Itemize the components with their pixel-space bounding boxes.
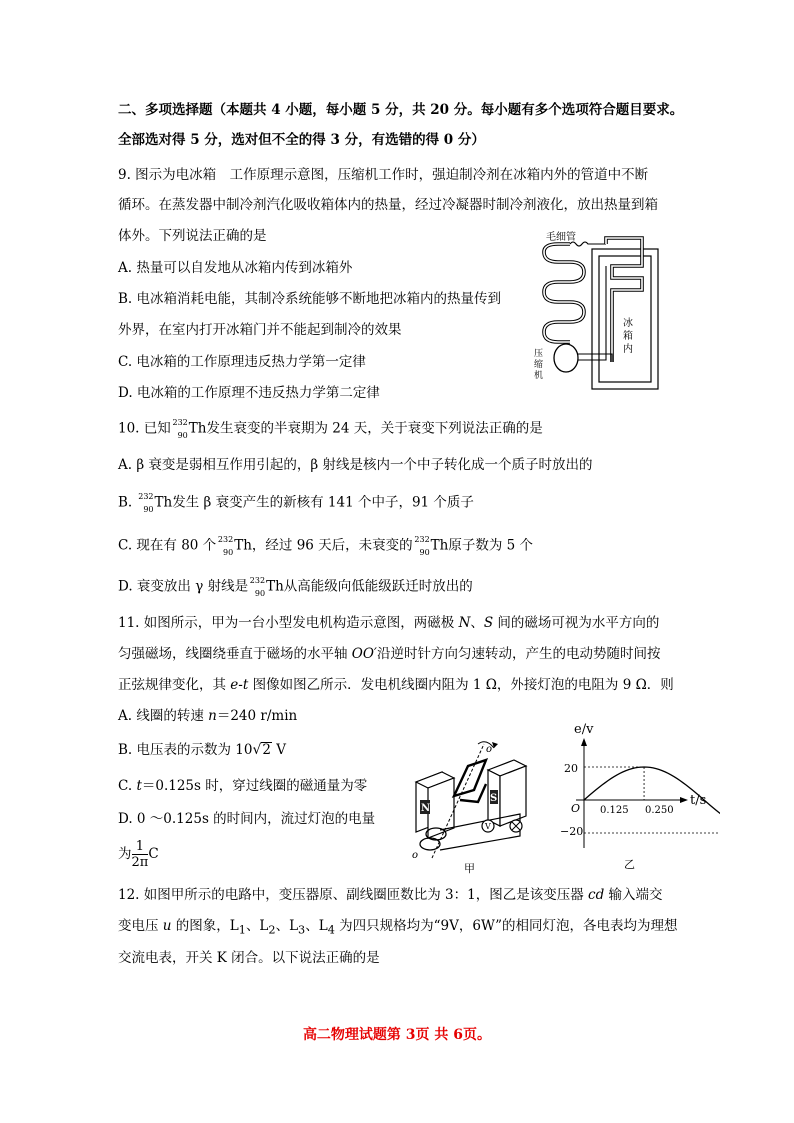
graph-origin: O bbox=[571, 802, 581, 815]
q11-text: 匀强磁场，线圈绕垂直于磁场的水平轴 bbox=[118, 646, 352, 662]
q11-text: 间的磁场可视为水平方向的 bbox=[493, 615, 660, 631]
q11-text: 11. 如图所示，甲为一台小型发电机构造示意图，两磁极 bbox=[118, 615, 459, 631]
section-title-line2: 全部选对得 5 分，选对但不全的得 3 分，有选错的得 0 分） bbox=[118, 132, 485, 148]
subscript-3: 3 bbox=[298, 923, 306, 937]
q10-stem bbox=[118, 418, 543, 440]
thorium-isotope bbox=[415, 535, 430, 557]
isotope-symbol: Th bbox=[188, 420, 207, 437]
q11-option-c-suffix: ＝0.125s 时，穿过线圈的磁通量为零 bbox=[141, 778, 368, 794]
q11-text: 、 bbox=[470, 615, 484, 631]
isotope-symbol: Th bbox=[234, 537, 252, 554]
graph-xtick-1: 0.125 bbox=[600, 805, 629, 816]
q9-stem-line3: 体外。下列说法正确的是 bbox=[118, 228, 267, 244]
graph-ylabel: e/v bbox=[574, 722, 594, 737]
q11-text: 沿逆时针方向匀速转动，产生的电动势随时间按 bbox=[377, 646, 661, 662]
q12-text: 输入端交 bbox=[604, 887, 663, 903]
thorium-isotope bbox=[173, 418, 188, 440]
q11-stem-line1 bbox=[118, 614, 659, 632]
q11-option-b bbox=[118, 741, 286, 759]
voltmeter-label: V bbox=[485, 822, 491, 831]
isotope-atomic-number: 90 bbox=[419, 548, 430, 557]
q12-text: 的图象，L bbox=[171, 918, 239, 934]
isotope-mass-number: 232 bbox=[172, 418, 188, 427]
q10-option-b bbox=[118, 492, 474, 514]
q10-option-c-prefix: C. 现在有 80 个 bbox=[118, 537, 217, 554]
var-u: u bbox=[162, 918, 172, 934]
subscript-4: 4 bbox=[327, 923, 335, 937]
q11-option-d-prefix: 为 bbox=[118, 846, 132, 862]
q11-option-a bbox=[118, 707, 297, 725]
q10-option-d-prefix: D. 衰变放出 γ 射线是 bbox=[118, 578, 249, 595]
q10-option-d-suffix: 从高能级向低能级跃迁时放出的 bbox=[283, 578, 473, 595]
q9-stem-line2: 循环。在蒸发器中制冷剂汽化吸收箱体内的热量，经过冷凝器时制冷剂液化，放出热量到箱 bbox=[118, 197, 658, 213]
q11-text: 图像如图乙所示．发电机线圈内阻为 1 Ω，外接灯泡的电阻为 9 Ω．则 bbox=[248, 677, 674, 693]
q10-option-d bbox=[118, 576, 473, 598]
section-title-line1: 二、多项选择题（本题共 4 小题，每小题 5 分，共 20 分。每小题有多个选项符合题目要求。 bbox=[118, 102, 684, 118]
graph-xtick-2: 0.250 bbox=[645, 805, 674, 816]
page-footer: 高二物理试题第 3页 共 6页。 bbox=[302, 1027, 492, 1043]
q11-stem-line2 bbox=[118, 645, 661, 663]
subscript-1: 1 bbox=[238, 923, 246, 937]
q9-option-d: D. 电冰箱的工作原理不违反热力学第二定律 bbox=[118, 385, 380, 401]
q12-text: 、L bbox=[245, 918, 269, 934]
graph-x-arrow bbox=[680, 797, 688, 803]
q12-stem-line3: 交流电表，开关 K 闭合。以下说法正确的是 bbox=[118, 950, 380, 966]
q11-option-d-line1: D. 0 ～0.125s 的时间内，流过灯泡的电量 bbox=[118, 811, 376, 827]
pole-s: S bbox=[483, 615, 494, 631]
compressor-label-3: 机 bbox=[534, 371, 544, 381]
isotope-mass-number: 232 bbox=[249, 576, 266, 585]
inside-label-1: 冰 bbox=[623, 318, 633, 329]
isotope-atomic-number: 90 bbox=[177, 431, 188, 440]
q11-option-c bbox=[118, 777, 367, 795]
inside-label-3: 内 bbox=[623, 344, 633, 355]
caption-yi: 乙 bbox=[624, 858, 635, 871]
q9-option-c: C. 电冰箱的工作原理违反热力学第一定律 bbox=[118, 354, 366, 370]
q11-text: 正弦规律变化，其 bbox=[118, 677, 231, 693]
slip-ring-2 bbox=[420, 838, 440, 850]
axis-o-top: o bbox=[486, 744, 493, 755]
thorium-isotope bbox=[139, 492, 154, 514]
q11-option-c-prefix: C. bbox=[118, 778, 137, 794]
q10-option-c-middle: ，经过 96 天后，未衰变的 bbox=[251, 537, 413, 554]
caption-jia: 甲 bbox=[464, 862, 475, 875]
q10-option-b-prefix: B. bbox=[118, 494, 137, 511]
q11-option-d-line2 bbox=[118, 834, 159, 874]
graph-ytick-pos: 20 bbox=[564, 762, 578, 775]
isotope-mass-number: 232 bbox=[138, 492, 154, 501]
isotope-symbol: Th bbox=[154, 494, 173, 511]
compressor bbox=[554, 344, 578, 372]
emf-time-graph bbox=[560, 718, 720, 878]
q12-text: 变电压 bbox=[118, 918, 163, 934]
isotope-atomic-number: 90 bbox=[143, 505, 154, 514]
pole-n: N bbox=[458, 615, 471, 631]
q11-option-d-suffix: C bbox=[148, 846, 159, 862]
inside-label-2: 箱 bbox=[623, 331, 633, 342]
magnet-s-label: S bbox=[490, 793, 498, 804]
axis-o-bottom: o bbox=[412, 850, 419, 861]
isotope-atomic-number: 90 bbox=[254, 589, 266, 598]
fraction-denominator: 2π bbox=[131, 855, 149, 870]
isotope-symbol: Th bbox=[430, 537, 449, 554]
isotope-atomic-number: 90 bbox=[223, 548, 234, 557]
q10-option-c-suffix: 原子数为 5 个 bbox=[448, 537, 534, 554]
q10-option-b-suffix: 发生 β 衰变产生的新核有 141 个中子，91 个质子 bbox=[172, 494, 474, 511]
isotope-symbol: Th bbox=[266, 578, 284, 595]
compressor-label-2: 缩 bbox=[534, 360, 544, 370]
generator-diagram bbox=[408, 740, 558, 875]
q9-option-b-line2: 外界，在室内打开冰箱门并不能起到制冷的效果 bbox=[118, 322, 402, 338]
axis-oo: OO′ bbox=[351, 646, 377, 662]
compressor-label-1: 压 bbox=[534, 349, 544, 359]
q12-text: 12. 如图甲所示的电路中，变压器原、副线圈匝数比为 3：1，图乙是该变压器 bbox=[118, 887, 589, 903]
q12-text: 、L bbox=[275, 918, 299, 934]
q10-stem-suffix: 发生衰变的半衰期为 24 天，关于衰变下列说法正确的是 bbox=[206, 420, 543, 437]
subscript-2: 2 bbox=[268, 923, 276, 937]
q9-option-a: A. 热量可以自发地从冰箱内传到冰箱外 bbox=[118, 260, 353, 276]
q12-text: 为四只规格均为“9V，6W”的相同灯泡，各电表均为理想 bbox=[334, 918, 678, 934]
q10-stem-prefix: 10. 已知 bbox=[118, 420, 171, 437]
fraction-numerator: 1 bbox=[132, 839, 149, 855]
q11-option-b-suffix: V bbox=[272, 742, 287, 758]
q10-option-c bbox=[118, 535, 533, 557]
condenser-coil bbox=[544, 244, 584, 342]
q11-option-a-prefix: A. 线圈的转速 bbox=[118, 708, 209, 724]
sqrt-radicand: 2 bbox=[262, 742, 271, 758]
graph-xlabel: t/s bbox=[690, 793, 707, 808]
var-n: n bbox=[208, 708, 217, 724]
q12-stem-line2 bbox=[118, 917, 678, 940]
capillary-label: 毛细管 bbox=[546, 232, 576, 243]
q10-option-a: A. β 衰变是弱相互作用引起的，β 射线是核内一个中子转化成一个质子时放出的 bbox=[118, 457, 593, 473]
q12-text: 、L bbox=[305, 918, 328, 934]
q9-option-b-line1: B. 电冰箱消耗电能，其制冷系统能够不断地把冰箱内的热量传到 bbox=[118, 291, 502, 307]
magnet-n-label: N bbox=[421, 803, 431, 814]
thorium-isotope bbox=[218, 535, 233, 557]
var-t: t bbox=[136, 778, 142, 794]
var-cd: cd bbox=[588, 887, 605, 903]
q11-option-a-suffix: ＝240 r/min bbox=[216, 708, 298, 724]
isotope-mass-number: 232 bbox=[414, 535, 430, 544]
refrigerator-diagram bbox=[530, 230, 670, 400]
isotope-mass-number: 232 bbox=[217, 535, 234, 544]
fraction-1-over-2pi bbox=[132, 839, 149, 870]
sqrt-sign: √ bbox=[252, 742, 262, 758]
coil bbox=[454, 760, 486, 802]
q11-stem-line3 bbox=[118, 676, 674, 694]
q12-stem-line1 bbox=[118, 886, 663, 904]
thorium-isotope bbox=[250, 576, 265, 598]
q9-stem-line1: 9. 图示为电冰箱 工作原理示意图，压缩机工作时，强迫制冷剂在冰箱内外的管道中不断 bbox=[118, 167, 649, 183]
graph-ytick-neg: −20 bbox=[560, 825, 584, 838]
q11-option-b-prefix: B. 电压表的示数为 10 bbox=[118, 742, 253, 758]
graph-y-arrow bbox=[581, 738, 587, 746]
e-t-graph-ref: e-t bbox=[230, 677, 249, 693]
